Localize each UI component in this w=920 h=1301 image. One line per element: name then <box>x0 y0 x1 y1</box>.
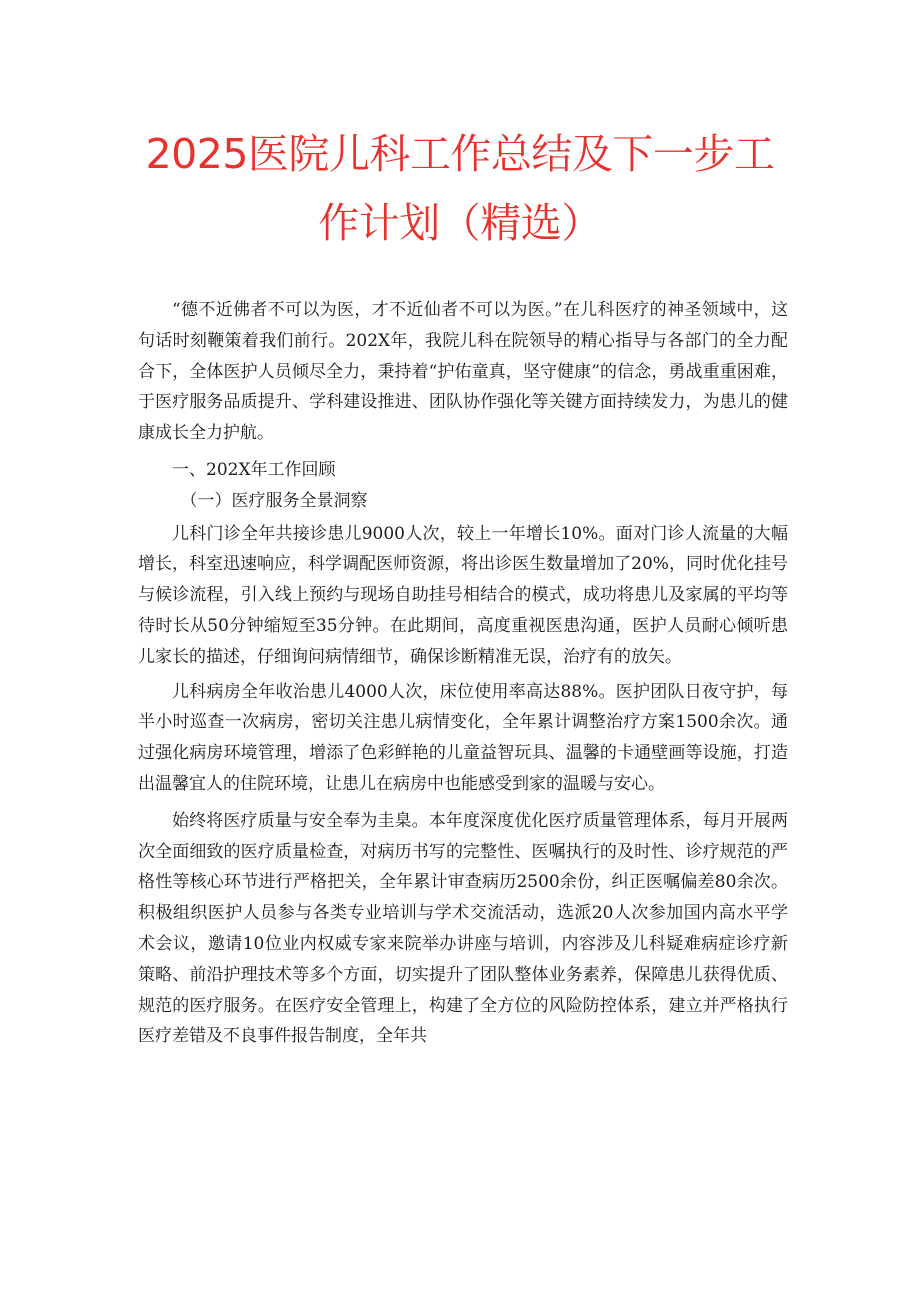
ward-paragraph: 儿科病房全年收治患儿4000人次，床位使用率高达88%。医护团队日夜守护，每半小时巡查一次病房，密切关注患儿病情变化，全年累计调整治疗方案1500余次。通过强化病房环境管理，增添了色彩鲜艳的儿童益智玩具、温馨的卡通壁画等设施，打造出温馨宜人的住院环境，让患儿在病房中也能感受到家的温暖与安心。 <box>138 681 788 794</box>
intro-paragraph: “德不近佛者不可以为医，才不近仙者不可以为医。”在儿科医疗的神圣领域中，这句话时刻鞭策着我们前行。202X年，我院儿科在院领导的精心指导与各部门的全力配合下，全体医护人员倾尽全力，秉持着“护佑童真，坚守健康”的信念，勇战重重困难，于医疗服务品质提升、学科建设推进、团队协作强化等关键方面持续发力，为患儿的健康成长全力护航。 <box>138 300 788 444</box>
outpatient-paragraph: 儿科门诊全年共接诊患儿9000人次，较上一年增长10%。面对门诊人流量的大幅增长，科室迅速响应，科学调配医师资源，将出诊医生数量增加了20%，同时优化挂号与候诊流程，引入线上预约与现场自助挂号相结合的模式，成功将患儿及家属的平均等待时长从50分钟缩短至35分钟。在此期间，高度重视医患沟通，医护人员耐心倾听患儿家长的描述，仔细询问病情细节，确保诊断精准无误，治疗有的放矢。 <box>138 523 788 667</box>
document-title-line-2: 作计划（精选） <box>318 199 602 247</box>
subsection-heading: （一）医疗服务全景洞察 <box>180 490 368 511</box>
document-body <box>138 295 788 1052</box>
section-heading: 一、202X年工作回顾 <box>172 459 336 480</box>
document-title-line-1: 2025医院儿科工作总结及下一步工 <box>145 130 775 178</box>
quality-safety-paragraph: 始终将医疗质量与安全奉为圭臬。本年度深度优化医疗质量管理体系，每月开展两次全面细致的医疗质量检查，对病历书写的完整性、医嘱执行的及时性、诊疗规范的严格性等核心环节进行严格把关，全年累计审查病历2500余份，纠正医嘱偏差80余次。积极组织医护人员参与各类专业培训与学术交流活动，选派20人次参加国内高水平学术会议，邀请10位业内权威专家来院举办讲座与培训，内容涉及儿科疑难病症诊疗新策略、前沿护理技术等多个方面，切实提升了团队整体业务素养，保障患儿获得优质、规范的医疗服务。在医疗安全管理上，构建了全方位的风险防控体系，建立并严格执行医疗差错及不良事件报告制度，全年共 <box>138 810 788 1047</box>
